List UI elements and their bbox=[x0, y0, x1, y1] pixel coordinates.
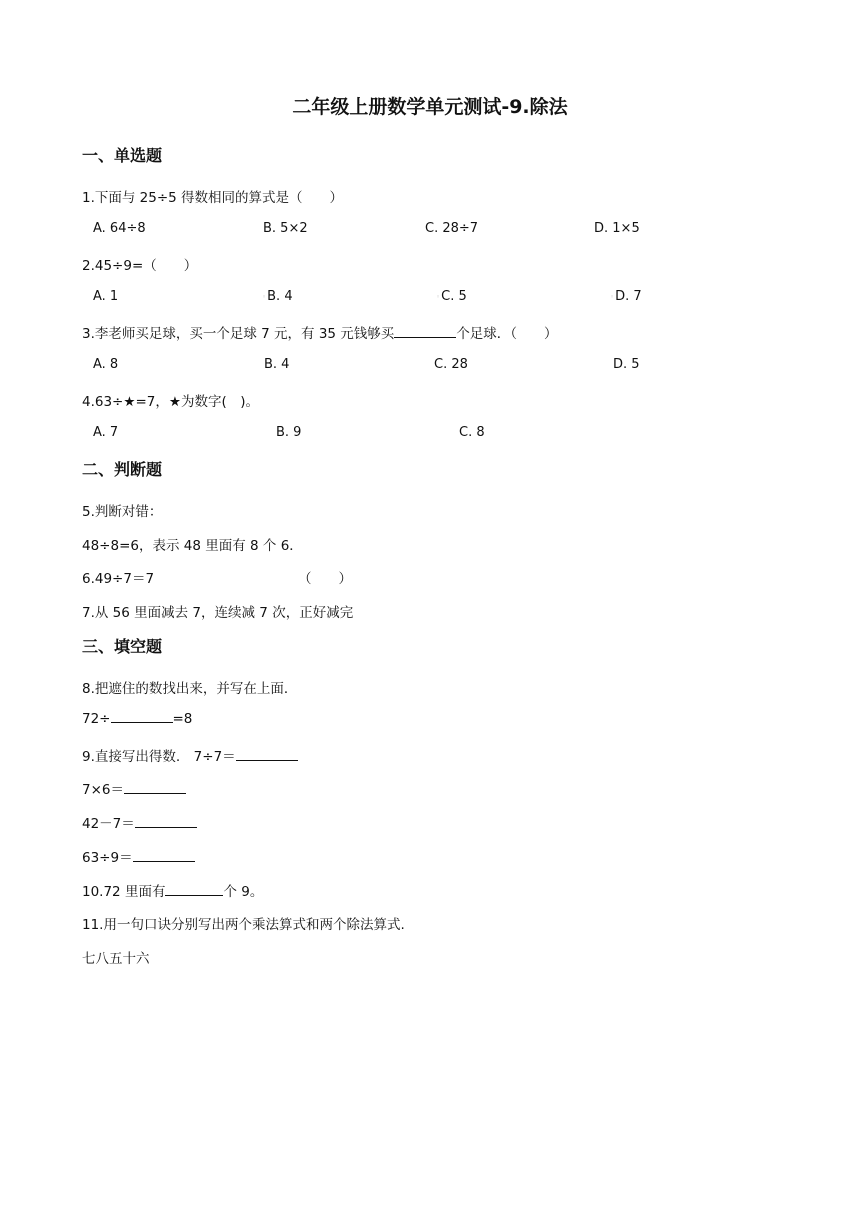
q1-option-a: A. 64÷8 bbox=[93, 221, 146, 236]
option-marker-icon: ◦ bbox=[436, 292, 441, 301]
q2-option-a: A. 1 bbox=[93, 289, 119, 304]
question-5: 5.判断对错： bbox=[82, 504, 163, 520]
question-7: 7.从 56 里面减去 7，连续减 7 次，正好减完 bbox=[82, 605, 354, 621]
q3-option-b: B. 4 bbox=[264, 357, 290, 372]
question-1: 1.下面与 25÷5 得数相同的算式是（ ） bbox=[82, 190, 344, 206]
q1-option-b: B. 5×2 bbox=[263, 221, 308, 236]
question-4: 4.63÷★=7，★为数字( )。 bbox=[82, 394, 260, 410]
q2-option-c: ◦C. 5 bbox=[436, 289, 467, 304]
question-6-answer-paren: （ ） bbox=[298, 571, 352, 587]
option-marker-icon: ◦ bbox=[610, 292, 615, 301]
question-8-equation: 72÷ =8 bbox=[82, 711, 193, 727]
section-heading-fill-blank: 三、填空题 bbox=[82, 637, 163, 656]
q3-option-a: A. 8 bbox=[93, 357, 119, 372]
q4-option-b: B. 9 bbox=[276, 425, 302, 440]
section-heading-single-choice: 一、单选题 bbox=[82, 146, 163, 165]
question-11: 11.用一句口诀分别写出两个乘法算式和两个除法算式. bbox=[82, 917, 405, 933]
q2-option-d: ◦D. 7 bbox=[610, 289, 642, 304]
q1-option-c: C. 28÷7 bbox=[425, 221, 479, 236]
q4-option-c: C. 8 bbox=[459, 425, 485, 440]
answer-blank[interactable] bbox=[236, 759, 298, 761]
question-9-line-3: 63÷9＝ bbox=[82, 846, 195, 866]
q1-option-d: D. 1×5 bbox=[594, 221, 640, 236]
question-2: 2.45÷9=（ ） bbox=[82, 258, 198, 274]
q3-option-c: C. 28 bbox=[434, 357, 468, 372]
question-11-mnemonic: 七八五十六 bbox=[82, 951, 150, 967]
question-9-line-1: 7×6＝ bbox=[82, 778, 186, 798]
question-9-line-2: 42－7＝ bbox=[82, 812, 197, 832]
answer-blank[interactable] bbox=[124, 792, 186, 794]
answer-blank[interactable] bbox=[111, 721, 173, 723]
question-10: 10.72 里面有 个 9。 bbox=[82, 884, 264, 900]
question-6: 6.49÷7＝7 bbox=[82, 571, 155, 587]
q2-option-b: ◦B. 4 bbox=[262, 289, 293, 304]
answer-blank[interactable] bbox=[165, 894, 223, 896]
answer-blank[interactable] bbox=[394, 336, 456, 338]
section-heading-true-false: 二、判断题 bbox=[82, 460, 163, 479]
q3-option-d: D. 5 bbox=[613, 357, 640, 372]
option-marker-icon: ◦ bbox=[262, 292, 267, 301]
question-3: 3.李老师买足球，买一个足球 7 元，有 35 元钱够买 个足球．（ ） bbox=[82, 326, 558, 342]
question-9: 9.直接写出得数. 7÷7＝ bbox=[82, 745, 298, 765]
answer-blank[interactable] bbox=[135, 826, 197, 828]
q4-option-a: A. 7 bbox=[93, 425, 119, 440]
question-5-statement: 48÷8=6，表示 48 里面有 8 个 6． bbox=[82, 538, 303, 554]
question-8: 8.把遮住的数找出来，并写在上面． bbox=[82, 681, 298, 697]
page-title: 二年级上册数学单元测试-9.除法 bbox=[292, 96, 568, 118]
answer-blank[interactable] bbox=[133, 860, 195, 862]
